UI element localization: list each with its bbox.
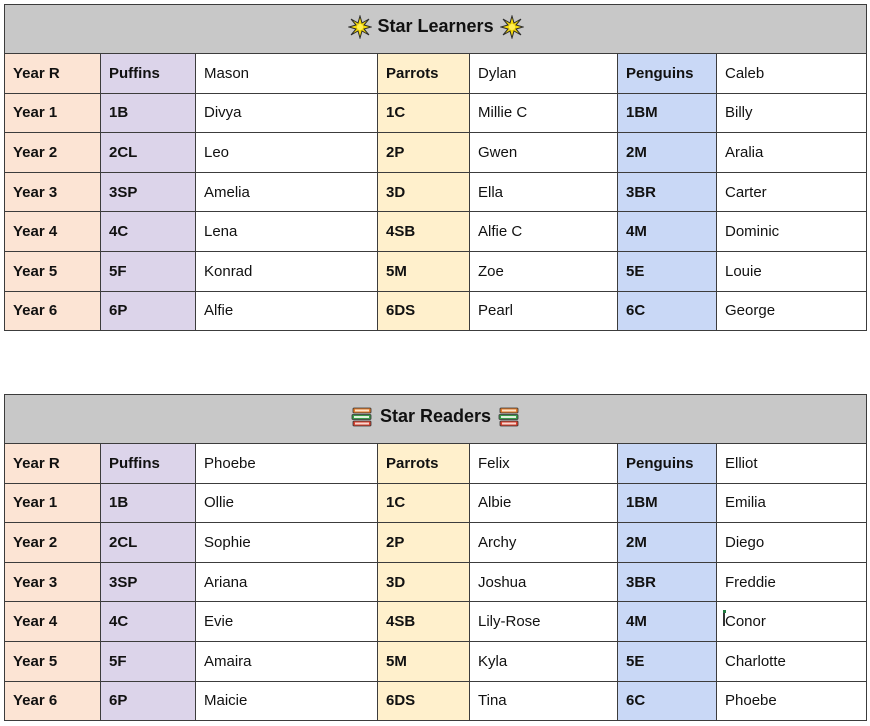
class-cell[interactable]: 4C [101, 602, 196, 642]
pupil-name-cell[interactable]: Joshua [470, 562, 618, 602]
class-cell[interactable]: 6DS [378, 291, 470, 331]
pupil-name-cell[interactable]: Leo [196, 133, 378, 173]
class-cell[interactable]: 4SB [378, 212, 470, 252]
star-burst-icon [348, 15, 372, 39]
pupil-name-cell[interactable]: Dominic [717, 212, 867, 252]
table-row [5, 681, 867, 721]
class-cell[interactable]: 2M [618, 523, 717, 563]
year-cell[interactable]: Year R [5, 54, 101, 94]
class-cell[interactable]: 1B [101, 93, 196, 133]
class-cell[interactable]: 5F [101, 641, 196, 681]
class-cell-parrots[interactable]: Parrots [378, 444, 470, 484]
pupil-name-cell[interactable]: Alfie [196, 291, 378, 331]
class-cell[interactable]: 5E [618, 641, 717, 681]
class-cell[interactable]: 6C [618, 681, 717, 721]
year-cell[interactable]: Year 6 [5, 291, 101, 331]
pupil-name-cell[interactable]: Ella [470, 172, 618, 212]
class-cell[interactable]: 6P [101, 681, 196, 721]
class-cell[interactable]: 1BM [618, 483, 717, 523]
year-cell[interactable]: Year R [5, 444, 101, 484]
pupil-name-cell[interactable]: Lily-Rose [470, 602, 618, 642]
books-icon [497, 405, 521, 429]
pupil-name-cell[interactable]: Lena [196, 212, 378, 252]
star-learners-table [4, 4, 867, 331]
pupil-name-cell[interactable]: Billy [717, 93, 867, 133]
class-cell[interactable]: 5M [378, 251, 470, 291]
year-cell[interactable]: Year 2 [5, 133, 101, 173]
class-cell[interactable]: 4M [618, 212, 717, 252]
pupil-name-cell[interactable]: Aralia [717, 133, 867, 173]
star-burst-icon [500, 15, 524, 39]
class-cell[interactable]: 5M [378, 641, 470, 681]
pupil-name-cell[interactable]: Divya [196, 93, 378, 133]
pupil-name-cell[interactable]: Freddie [717, 562, 867, 602]
pupil-name-cell[interactable]: Albie [470, 483, 618, 523]
pupil-name-cell[interactable]: Zoe [470, 251, 618, 291]
pupil-name-cell[interactable]: Carter [717, 172, 867, 212]
class-cell[interactable]: 4C [101, 212, 196, 252]
star-learners-title-cell [5, 5, 867, 54]
class-cell[interactable]: 2P [378, 133, 470, 173]
year-cell[interactable]: Year 4 [5, 212, 101, 252]
pupil-name-cell[interactable]: Phoebe [196, 444, 378, 484]
pupil-name-cell[interactable]: Gwen [470, 133, 618, 173]
class-cell[interactable]: 4SB [378, 602, 470, 642]
class-cell-puffins[interactable]: Puffins [101, 444, 196, 484]
pupil-name-cell[interactable]: Emilia [717, 483, 867, 523]
table-row [5, 291, 867, 331]
pupil-name-cell[interactable]: Pearl [470, 291, 618, 331]
table-row [5, 444, 867, 484]
pupil-name-cell[interactable]: Kyla [470, 641, 618, 681]
books-icon [350, 405, 374, 429]
table-row [5, 133, 867, 173]
pupil-name-cell[interactable]: Konrad [196, 251, 378, 291]
table-row [5, 562, 867, 602]
table-row [5, 602, 867, 642]
class-cell[interactable]: 4M [618, 602, 717, 642]
class-cell[interactable]: 2CL [101, 133, 196, 173]
table-row [5, 641, 867, 681]
pupil-name-cell[interactable]: Sophie [196, 523, 378, 563]
class-cell[interactable]: 3SP [101, 562, 196, 602]
class-cell[interactable]: 3SP [101, 172, 196, 212]
pupil-name-cell[interactable]: Archy [470, 523, 618, 563]
class-cell[interactable]: 1C [378, 483, 470, 523]
class-cell[interactable]: 6DS [378, 681, 470, 721]
pupil-name-cell[interactable]: Maicie [196, 681, 378, 721]
class-cell[interactable]: 3BR [618, 562, 717, 602]
pupil-name-cell[interactable]: Caleb [717, 54, 867, 94]
pupil-name-cell[interactable]: Mason [196, 54, 378, 94]
star-learners-title: Star Learners [377, 16, 494, 36]
year-cell[interactable]: Year 5 [5, 641, 101, 681]
pupil-name-cell[interactable]: Dylan [470, 54, 618, 94]
table-row [5, 523, 867, 563]
class-cell[interactable]: 3D [378, 562, 470, 602]
pupil-name-cell[interactable]: Amelia [196, 172, 378, 212]
pupil-name-cell[interactable]: Phoebe [717, 681, 867, 721]
year-cell[interactable]: Year 3 [5, 562, 101, 602]
class-cell[interactable]: 3D [378, 172, 470, 212]
class-cell-penguins[interactable]: Penguins [618, 54, 717, 94]
class-cell[interactable]: 2P [378, 523, 470, 563]
pupil-name-cell[interactable]: George [717, 291, 867, 331]
year-cell[interactable]: Year 3 [5, 172, 101, 212]
class-cell[interactable]: 5F [101, 251, 196, 291]
pupil-name-cell[interactable]: Charlotte [717, 641, 867, 681]
class-cell-penguins[interactable]: Penguins [618, 444, 717, 484]
text-cursor [723, 610, 725, 626]
year-cell[interactable]: Year 6 [5, 681, 101, 721]
class-cell[interactable]: 3BR [618, 172, 717, 212]
pupil-name-cell[interactable]: Louie [717, 251, 867, 291]
table-row [5, 251, 867, 291]
year-cell[interactable]: Year 4 [5, 602, 101, 642]
table-row [5, 93, 867, 133]
star-readers-title: Star Readers [379, 406, 492, 426]
year-cell[interactable]: Year 1 [5, 483, 101, 523]
class-cell-puffins[interactable]: Puffins [101, 54, 196, 94]
pupil-name-cell[interactable]: Amaira [196, 641, 378, 681]
pupil-name-cell[interactable]: Conor [717, 602, 867, 642]
class-cell[interactable]: 1B [101, 483, 196, 523]
pupil-name-cell[interactable]: Ollie [196, 483, 378, 523]
pupil-name-cell[interactable]: Felix [470, 444, 618, 484]
year-cell[interactable]: Year 2 [5, 523, 101, 563]
class-cell[interactable]: 6P [101, 291, 196, 331]
class-cell-parrots[interactable]: Parrots [378, 54, 470, 94]
class-cell[interactable]: 2CL [101, 523, 196, 563]
pupil-name-cell[interactable]: Evie [196, 602, 378, 642]
class-cell[interactable]: 1BM [618, 93, 717, 133]
table-row [5, 483, 867, 523]
table-row [5, 54, 867, 94]
year-cell[interactable]: Year 1 [5, 93, 101, 133]
pupil-name-cell[interactable]: Elliot [717, 444, 867, 484]
pupil-name-cell[interactable]: Millie C [470, 93, 618, 133]
star-readers-table [4, 394, 867, 721]
pupil-name-cell[interactable]: Tina [470, 681, 618, 721]
table-row [5, 212, 867, 252]
year-cell[interactable]: Year 5 [5, 251, 101, 291]
class-cell[interactable]: 1C [378, 93, 470, 133]
class-cell[interactable]: 2M [618, 133, 717, 173]
pupil-name-cell[interactable]: Alfie C [470, 212, 618, 252]
star-readers-title-cell [5, 395, 867, 444]
pupil-name-cell[interactable]: Diego [717, 523, 867, 563]
class-cell[interactable]: 5E [618, 251, 717, 291]
table-row [5, 172, 867, 212]
pupil-name-cell[interactable]: Ariana [196, 562, 378, 602]
class-cell[interactable]: 6C [618, 291, 717, 331]
